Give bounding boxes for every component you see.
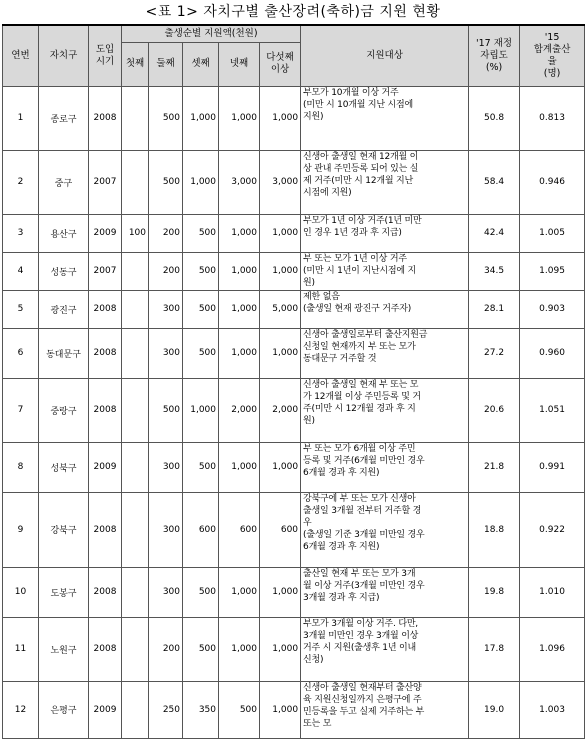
intro-year-cell: 2007 [89,150,122,214]
fifth-child-amount-cell: 2,000 [260,378,301,442]
fertility-rate-cell: 0.903 [520,290,585,328]
fifth-child-amount-cell: 1,000 [260,681,301,738]
fertility-rate-cell: 0.922 [520,492,585,567]
second-child-amount-cell: 500 [149,86,183,150]
intro-year-cell: 2008 [89,378,122,442]
eligibility-line: 원) [303,277,315,288]
third-child-amount-cell: 1,000 [183,378,219,442]
first-child-amount-cell [122,442,149,492]
eligibility-cell [301,328,469,378]
row-number-cell: 9 [3,492,39,567]
second-child-amount-cell: 200 [149,617,183,681]
eligibility-line: 인 경우 1년 경과 후 지급) [303,227,402,238]
eligibility-line: 신생아 출생일 현재부터 출산양 [303,682,422,693]
intro-year-cell: 2009 [89,681,122,738]
eligibility-cell [301,378,469,442]
row-number-cell: 5 [3,290,39,328]
intro-year-cell: 2008 [89,328,122,378]
fertility-rate-cell: 1.051 [520,378,585,442]
header-no: 연번 [3,25,39,86]
first-child-amount-cell [122,150,149,214]
fourth-child-amount-cell: 3,000 [219,150,260,214]
table-row [3,681,585,738]
eligibility-line: 거주 시 지원(출생후 1년 이내 [303,642,416,653]
district-cell: 은평구 [39,681,89,738]
district-cell: 강북구 [39,492,89,567]
first-child-amount-cell [122,290,149,328]
eligibility-line: 6개월 경과 후 지원) [303,542,380,553]
intro-year-cell: 2008 [89,567,122,617]
intro-year-cell: 2008 [89,86,122,150]
table-row [3,328,585,378]
eligibility-line: 또는 모 [303,719,332,730]
table-row [3,214,585,252]
eligibility-cell [301,290,469,328]
first-child-amount-cell [122,567,149,617]
fertility-rate-cell: 1.003 [520,681,585,738]
intro-year-cell: 2007 [89,252,122,290]
eligibility-line: 부모가 3개월 이상 거주. 다만, [303,618,418,629]
fiscal-independence-cell: 28.1 [469,290,520,328]
fourth-child-amount-cell: 1,000 [219,214,260,252]
eligibility-line: 출생일 3개월 전부터 거주할 경 [303,505,422,516]
eligibility-line: 3개월 미만인 경우 3개월 이상 [303,630,419,641]
first-child-amount-cell [122,378,149,442]
header-second: 둘째 [149,42,183,86]
eligibility-line: (출생일 기준 3개월 미만일 경우 [303,530,425,541]
fifth-child-amount-cell: 1,000 [260,214,301,252]
district-cell: 중랑구 [39,378,89,442]
eligibility-cell [301,252,469,290]
first-child-amount-cell [122,492,149,567]
eligibility-line: 강북구에 부 또는 모가 신생아 [303,493,416,504]
third-child-amount-cell: 500 [183,328,219,378]
third-child-amount-cell: 500 [183,252,219,290]
eligibility-line: 신청일 현재까지 부 또는 모가 [303,341,416,352]
eligibility-line: 3개월 경과 후 지급) [303,592,380,603]
second-child-amount-cell: 500 [149,378,183,442]
fiscal-independence-cell: 17.8 [469,617,520,681]
row-number-cell: 4 [3,252,39,290]
eligibility-line: 제한 없음 [303,291,340,302]
second-child-amount-cell: 300 [149,567,183,617]
first-child-amount-cell [122,617,149,681]
fourth-child-amount-cell: 1,000 [219,567,260,617]
fourth-child-amount-cell: 1,000 [219,328,260,378]
eligibility-line: 시점에 지원) [303,188,352,199]
third-child-amount-cell: 500 [183,617,219,681]
second-child-amount-cell: 250 [149,681,183,738]
fiscal-independence-cell: 42.4 [469,214,520,252]
district-cell: 동대문구 [39,328,89,378]
header-fiscal: '17 재정 자립도 (%) [469,25,520,86]
fertility-rate-cell: 0.960 [520,328,585,378]
header-tfr: '15 합계출산 율 (명) [520,25,585,86]
header-birth-order-group: 출생순별 지원액(천원) [122,25,301,42]
eligibility-line: 신생아 출생일 현재 12개월 이 [303,151,419,162]
fertility-rate-cell: 1.096 [520,617,585,681]
third-child-amount-cell: 500 [183,567,219,617]
fifth-child-amount-cell: 1,000 [260,567,301,617]
fourth-child-amount-cell: 1,000 [219,290,260,328]
table-row [3,252,585,290]
eligibility-cell [301,681,469,738]
fifth-child-amount-cell: 1,000 [260,617,301,681]
eligibility-line: 가 12개월 이상 주민등록 및 거 [303,391,421,402]
row-number-cell: 8 [3,442,39,492]
table-row [3,567,585,617]
eligibility-line: 제 거주(미만 시 12개월 지난 [303,175,413,186]
second-child-amount-cell: 300 [149,442,183,492]
eligibility-line: 지원) [303,111,324,122]
fertility-rate-cell: 0.946 [520,150,585,214]
header-fifth: 다섯째 이상 [260,42,301,86]
fertility-rate-cell: 1.010 [520,567,585,617]
eligibility-cell [301,567,469,617]
birth-support-table [2,24,585,739]
eligibility-cell [301,617,469,681]
first-child-amount-cell [122,252,149,290]
header-intro: 도입 시기 [89,25,122,86]
header-target: 지원대상 [301,25,469,86]
table-row [3,150,585,214]
fertility-rate-cell: 0.813 [520,86,585,150]
row-number-cell: 1 [3,86,39,150]
table-row [3,442,585,492]
header-third: 셋째 [183,42,219,86]
eligibility-cell [301,492,469,567]
second-child-amount-cell: 200 [149,214,183,252]
eligibility-line: 부모가 1년 이상 거주(1년 미만 [303,215,422,226]
eligibility-line: 신생아 출생일 현재 부 또는 모 [303,379,419,390]
second-child-amount-cell: 500 [149,150,183,214]
eligibility-line: 우 [303,517,312,528]
second-child-amount-cell: 200 [149,252,183,290]
first-child-amount-cell [122,328,149,378]
table-row [3,290,585,328]
row-number-cell: 6 [3,328,39,378]
eligibility-line: (출생일 현재 광진구 거주자) [303,303,412,314]
third-child-amount-cell: 500 [183,290,219,328]
fiscal-independence-cell: 50.8 [469,86,520,150]
fifth-child-amount-cell: 600 [260,492,301,567]
header-first: 첫째 [122,42,149,86]
third-child-amount-cell: 350 [183,681,219,738]
fifth-child-amount-cell: 1,000 [260,252,301,290]
district-cell: 성동구 [39,252,89,290]
third-child-amount-cell: 500 [183,214,219,252]
intro-year-cell: 2008 [89,290,122,328]
fifth-child-amount-cell: 3,000 [260,150,301,214]
eligibility-line: 월 이상 거주(3개월 미만인 경우 [303,580,425,591]
district-cell: 노원구 [39,617,89,681]
fertility-rate-cell: 1.005 [520,214,585,252]
fertility-rate-cell: 0.991 [520,442,585,492]
fourth-child-amount-cell: 1,000 [219,442,260,492]
row-number-cell: 7 [3,378,39,442]
first-child-amount-cell: 100 [122,214,149,252]
table-row [3,617,585,681]
fourth-child-amount-cell: 1,000 [219,86,260,150]
intro-year-cell: 2009 [89,214,122,252]
eligibility-line: 민등록을 두고 실제 거주하는 부 [303,706,425,717]
intro-year-cell: 2009 [89,442,122,492]
third-child-amount-cell: 500 [183,442,219,492]
fifth-child-amount-cell: 5,000 [260,290,301,328]
intro-year-cell: 2008 [89,617,122,681]
eligibility-cell [301,442,469,492]
fertility-rate-cell: 1.095 [520,252,585,290]
table-row [3,86,585,150]
eligibility-line: 동대문구 거주할 것 [303,353,377,364]
eligibility-line: 신생아 출생일로부터 출산지원금 [303,329,428,340]
fourth-child-amount-cell: 600 [219,492,260,567]
fourth-child-amount-cell: 1,000 [219,617,260,681]
first-child-amount-cell [122,86,149,150]
row-number-cell: 12 [3,681,39,738]
second-child-amount-cell: 300 [149,492,183,567]
eligibility-line: 6개월 경과 후 지원) [303,467,380,478]
fiscal-independence-cell: 21.8 [469,442,520,492]
eligibility-line: 육 지원신청일까지 은평구에 주 [303,694,422,705]
intro-year-cell: 2008 [89,492,122,567]
eligibility-line: 등록 및 거주(6개월 미만인 경우 [303,455,425,466]
district-cell: 성북구 [39,442,89,492]
eligibility-cell [301,86,469,150]
eligibility-line: (미만 시 1년이 지난시점에 지 [303,265,416,276]
fifth-child-amount-cell: 1,000 [260,442,301,492]
table-row [3,378,585,442]
eligibility-line: 주(미만 시 12개월 경과 후 지 [303,403,416,414]
district-cell: 용산구 [39,214,89,252]
fiscal-independence-cell: 18.8 [469,492,520,567]
table-caption: <표 1> 자치구별 출산장려(축하)금 지원 현황 [145,4,441,20]
district-cell: 종로구 [39,86,89,150]
eligibility-cell [301,214,469,252]
fifth-child-amount-cell: 1,000 [260,328,301,378]
fiscal-independence-cell: 27.2 [469,328,520,378]
fiscal-independence-cell: 34.5 [469,252,520,290]
fourth-child-amount-cell: 500 [219,681,260,738]
second-child-amount-cell: 300 [149,328,183,378]
fifth-child-amount-cell: 1,000 [260,86,301,150]
table-row [3,492,585,567]
second-child-amount-cell: 300 [149,290,183,328]
third-child-amount-cell: 1,000 [183,150,219,214]
eligibility-line: 상 관내 주민등록 되어 있는 실 [303,163,419,174]
district-cell: 광진구 [39,290,89,328]
eligibility-cell [301,150,469,214]
eligibility-line: 부 또는 모가 1년 이상 거주 [303,253,407,264]
fourth-child-amount-cell: 1,000 [219,252,260,290]
district-cell: 중구 [39,150,89,214]
row-number-cell: 11 [3,617,39,681]
row-number-cell: 3 [3,214,39,252]
fiscal-independence-cell: 20.6 [469,378,520,442]
third-child-amount-cell: 600 [183,492,219,567]
eligibility-line: 원) [303,416,315,427]
first-child-amount-cell [122,681,149,738]
row-number-cell: 2 [3,150,39,214]
eligibility-line: 부모가 10개월 이상 거주 [303,87,399,98]
third-child-amount-cell: 1,000 [183,86,219,150]
fiscal-independence-cell: 19.0 [469,681,520,738]
eligibility-line: 출산일 현재 부 또는 모가 3개 [303,568,416,579]
header-fourth: 넷째 [219,42,260,86]
fiscal-independence-cell: 19.8 [469,567,520,617]
fiscal-independence-cell: 58.4 [469,150,520,214]
fourth-child-amount-cell: 2,000 [219,378,260,442]
row-number-cell: 10 [3,567,39,617]
header-district: 자치구 [39,25,89,86]
district-cell: 도봉구 [39,567,89,617]
eligibility-line: 부 또는 모가 6개월 이상 주민 [303,443,416,454]
eligibility-line: (미만 시 10개월 지난 시점에 [303,99,413,110]
eligibility-line: 신청) [303,655,324,666]
